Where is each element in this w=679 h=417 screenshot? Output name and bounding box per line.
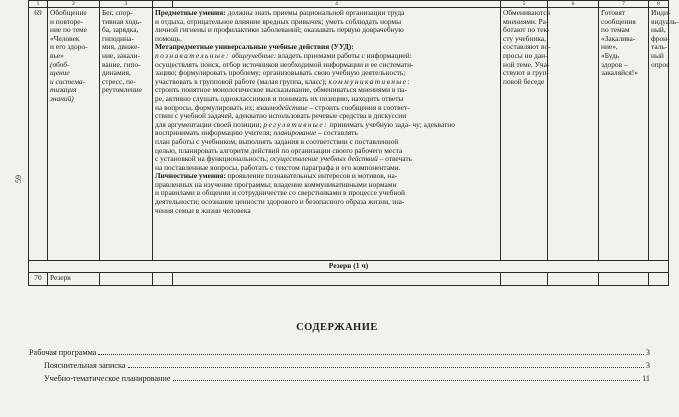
reserve-number: 70 <box>29 273 48 286</box>
column-number: 1 <box>29 1 48 8</box>
lesson-topic-cell <box>48 8 100 261</box>
toc-entry[interactable] <box>29 347 650 358</box>
meta-skills-label: Метапредметные универсальные учебные действия (УУД): <box>155 42 354 52</box>
activity-line: просы по дан- <box>503 50 548 60</box>
control-line: фрон- <box>651 33 670 43</box>
lesson-elements-cell <box>100 8 153 261</box>
cognitive-skills: познавательные: общеучебные: владеть приемами работы с информацией: осуществлять поиск, отбор источников необходимой информации и ее системати- зацию; формулировать проблему; организовывать свою учебную деятельность; участвовать в групповой работе (малая группа, класс); коммуникативные: строить понятное монологическое высказывание, обмениваться мнениями в па- ре, активно слушать одноклассников и понимать их позицию, находить ответы на вопросы, формулировать их; взаимодействие – строить сообщения в соответ- ствии с учебной задачей, адекватно использовать речевые средства в дискуссии для аргументации своей позиции; регулятивные: принимать учебную зада- чу; адекватно воспринимать информацию учителя; планирование – составлять план работы с учебником, выполнять задания в соответствии с поставленной целью, планировать алгоритм действий по организации своего рабочего места с установкой на функциональность; осуществление учебных действий – отвечать на поставленные вопросы, работать с текстом параграфа и его компонентами. <box>155 50 455 172</box>
control-line: Инди- <box>651 8 671 17</box>
element-line: ние, закали- <box>102 50 141 60</box>
toc-leader <box>173 373 641 381</box>
toc-leader <box>98 347 644 355</box>
lesson-homework-cell <box>599 8 649 261</box>
toc-entry-page: 3 <box>645 361 650 370</box>
lesson-row <box>29 8 669 261</box>
column-number: 8 <box>649 1 669 8</box>
thematic-plan-table <box>28 0 679 286</box>
element-line: стресс, пе- <box>102 76 136 86</box>
control-line: ный, <box>651 25 666 35</box>
lesson-results-cell <box>153 8 501 261</box>
lesson-topic-line: вье» <box>50 50 64 60</box>
lesson-type-line: щение <box>50 68 70 78</box>
column-number-row <box>29 1 669 8</box>
subject-skills: Предметные умения: должны знать приемы рациональной организации труда и отдыха, отрицательное влияние вредных привычек; уметь соблюдать нормы личной гигиены и профилактики заболеваний; оказывать первую доврачебную помощь. <box>155 8 405 43</box>
column-number: 7 <box>599 1 649 8</box>
column-number-empty <box>153 1 173 8</box>
column-number: 3 <box>100 1 153 8</box>
reserve-row <box>29 273 669 286</box>
toc-title: СОДЕРЖАНИЕ <box>296 322 378 333</box>
control-line: таль- <box>651 42 668 52</box>
element-line: вание, гипо- <box>102 59 141 69</box>
homework-line: сообщения <box>601 16 636 26</box>
activity-line: ботают по тек- <box>503 25 550 35</box>
lesson-extra-cell <box>548 8 599 261</box>
activity-line: сту учебника, <box>503 33 546 43</box>
element-line: реутомление <box>102 85 143 95</box>
reserve-header: Резерв (1 ч) <box>29 261 669 273</box>
column-number: 2 <box>48 1 100 8</box>
element-line: ба, зарядка, <box>102 25 139 35</box>
toc-leader <box>128 360 644 368</box>
lesson-topic-line: ние по теме <box>50 25 88 35</box>
lesson-number: 69 <box>29 8 48 261</box>
activity-line: ствуют в груп- <box>503 68 550 78</box>
toc-entry-label: Пояснительная записка <box>44 361 126 370</box>
activity-line: Обмениваются <box>503 8 550 17</box>
column-number: 4 <box>173 1 501 8</box>
lesson-activities-cell <box>501 8 551 261</box>
toc-entry-page: 11 <box>642 374 650 383</box>
lesson-type-line: (обоб- <box>50 59 70 69</box>
toc-entry[interactable] <box>44 360 650 371</box>
control-line: ный <box>651 50 664 60</box>
lesson-topic-line: и его здоро- <box>50 42 88 52</box>
lesson-type-line: и система- <box>50 76 86 86</box>
reserve-header-row <box>29 261 669 273</box>
communicative-label: коммуникативные: <box>328 76 412 86</box>
homework-line: здоров – <box>601 59 628 69</box>
element-line: мия, движе- <box>102 42 140 52</box>
homework-line: закаляйся!» <box>601 68 638 78</box>
subject-skills-label: Предметные умения: <box>155 8 226 17</box>
lesson-topic-line: «Человек <box>50 33 80 43</box>
homework-line: «Будь <box>601 50 620 60</box>
toc-entry-label: Рабочая программа <box>29 348 97 357</box>
personal-skills: Личностные умения: проявление познавательных интересов и мотивов, на- правленных на изучение программы; владение коммуникативными нормами и правилами в общении и сотрудничестве со сверстниками в процессе учебной деятельности; осознание ценности здорового и безопасного образа жизни, зна- чения семьи в жизни человека <box>155 171 405 215</box>
side-page-number: 59 <box>14 175 23 183</box>
personal-skills-label: Личностные умения: <box>155 171 226 181</box>
control-line: опрос <box>651 59 670 69</box>
element-line: динамия, <box>102 68 131 78</box>
activity-line: повой беседе <box>503 76 545 86</box>
activity-line: мнениями. Ра- <box>503 16 549 26</box>
control-line: видуаль- <box>651 16 679 26</box>
activity-line: ной теме. Уча- <box>503 59 550 69</box>
homework-line: ние», <box>601 42 618 52</box>
activity-line: составляют во- <box>503 42 551 52</box>
toc-entry-page: 3 <box>645 348 650 357</box>
lesson-topic-line: и повторе- <box>50 16 84 26</box>
element-line: гиподина- <box>102 33 134 43</box>
homework-line: Готовят <box>601 8 626 17</box>
lesson-control-cell <box>649 8 679 261</box>
regulatory-label: регулятивные: <box>263 119 328 129</box>
column-number: 6 <box>548 1 599 8</box>
toc-entry[interactable] <box>44 373 650 384</box>
column-number: 5 <box>501 1 548 8</box>
homework-line: по темам <box>601 25 630 35</box>
homework-line: «Закалива- <box>601 33 636 43</box>
element-line: Бег, спор- <box>102 8 133 17</box>
toc-entry-label: Учебно-тематическое планирование <box>44 374 171 383</box>
lesson-type-line: тизация <box>50 85 77 95</box>
lesson-topic-line: Обобщение <box>50 8 87 17</box>
reserve-label: Резерв <box>48 273 100 286</box>
element-line: тивная ходь- <box>102 16 142 26</box>
lesson-type-line: знаний) <box>50 93 74 103</box>
